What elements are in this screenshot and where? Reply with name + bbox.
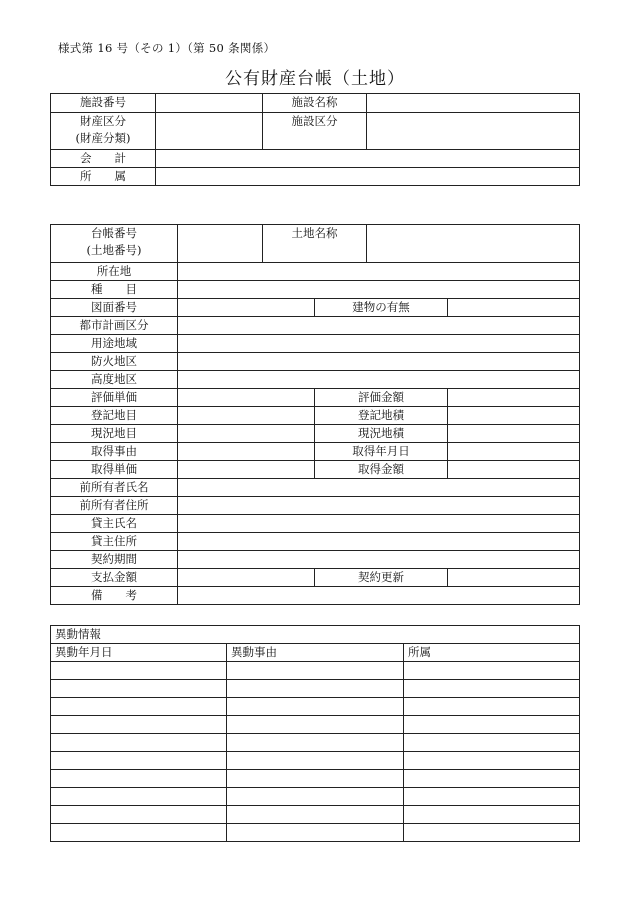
facility-number-field[interactable] (156, 94, 263, 113)
change-date-cell[interactable] (51, 788, 227, 806)
acquisition-amount-label: 取得金額 (315, 461, 448, 479)
city-planning-label: 都市計画区分 (51, 317, 178, 335)
asset-class-label-main: 財産区分 (80, 114, 126, 128)
unit-valuation-field[interactable] (178, 389, 315, 407)
lessor-address-label: 貸主住所 (51, 533, 178, 551)
prev-owner-address-label: 前所有者住所 (51, 497, 178, 515)
facility-class-label: 施設区分 (263, 113, 367, 150)
registered-category-label: 登記地目 (51, 407, 178, 425)
map-number-field[interactable] (178, 299, 315, 317)
facility-name-label: 施設名称 (263, 94, 367, 113)
department-label: 所 属 (51, 168, 156, 186)
change-reason-cell[interactable] (227, 788, 404, 806)
prev-owner-name-label: 前所有者氏名 (51, 479, 178, 497)
valuation-amount-field[interactable] (448, 389, 580, 407)
remarks-field[interactable] (178, 587, 580, 605)
change-date-cell[interactable] (51, 824, 227, 842)
change-reason-header: 異動事由 (227, 644, 404, 662)
change-section-label: 異動情報 (51, 626, 580, 644)
change-reason-cell[interactable] (227, 680, 404, 698)
change-history-table (50, 625, 580, 842)
prev-owner-name-field[interactable] (178, 479, 580, 497)
ledger-number-label (51, 225, 178, 263)
contract-period-field[interactable] (178, 551, 580, 569)
map-number-label: 図面番号 (51, 299, 178, 317)
fire-zone-field[interactable] (178, 353, 580, 371)
city-planning-field[interactable] (178, 317, 580, 335)
change-reason-cell[interactable] (227, 824, 404, 842)
height-zone-label: 高度地区 (51, 371, 178, 389)
change-date-header: 異動年月日 (51, 644, 227, 662)
asset-class-label-sub: (財産分類) (75, 131, 131, 145)
table-row (51, 662, 580, 680)
change-department-cell[interactable] (404, 752, 580, 770)
unit-valuation-label: 評価単価 (51, 389, 178, 407)
table-row (51, 680, 580, 698)
current-category-label: 現況地目 (51, 425, 178, 443)
fire-zone-label: 防火地区 (51, 353, 178, 371)
ledger-number-label-sub: (土地番号) (86, 243, 142, 257)
registered-area-field[interactable] (448, 407, 580, 425)
change-department-cell[interactable] (404, 788, 580, 806)
current-area-label: 現況地積 (315, 425, 448, 443)
table-row (51, 716, 580, 734)
lessor-name-field[interactable] (178, 515, 580, 533)
contract-renewal-field[interactable] (448, 569, 580, 587)
change-department-cell[interactable] (404, 680, 580, 698)
change-department-cell[interactable] (404, 806, 580, 824)
category-field[interactable] (178, 281, 580, 299)
change-reason-cell[interactable] (227, 770, 404, 788)
land-name-label: 土地名称 (263, 225, 367, 263)
change-date-cell[interactable] (51, 752, 227, 770)
change-reason-cell[interactable] (227, 716, 404, 734)
change-department-cell[interactable] (404, 734, 580, 752)
change-reason-cell[interactable] (227, 752, 404, 770)
ledger-number-field[interactable] (178, 225, 263, 263)
ledger-number-label-main: 台帳番号 (91, 226, 137, 240)
account-field[interactable] (156, 150, 580, 168)
account-label: 会 計 (51, 150, 156, 168)
contract-period-label: 契約期間 (51, 551, 178, 569)
change-date-cell[interactable] (51, 734, 227, 752)
land-name-field[interactable] (367, 225, 580, 263)
table-row (51, 824, 580, 842)
registered-area-label: 登記地積 (315, 407, 448, 425)
payment-amount-label: 支払金額 (51, 569, 178, 587)
table-row (51, 734, 580, 752)
category-label: 種 目 (51, 281, 178, 299)
change-reason-cell[interactable] (227, 698, 404, 716)
location-field[interactable] (178, 263, 580, 281)
remarks-label: 備 考 (51, 587, 178, 605)
acquisition-amount-field[interactable] (448, 461, 580, 479)
page-title: 公有財産台帳（土地） (225, 69, 405, 89)
change-department-cell[interactable] (404, 698, 580, 716)
prev-owner-address-field[interactable] (178, 497, 580, 515)
acquisition-date-field[interactable] (448, 443, 580, 461)
form-number: 様式第 16 号（その 1）（第 50 条関係） (58, 41, 276, 55)
change-date-cell[interactable] (51, 806, 227, 824)
table-row (51, 698, 580, 716)
change-date-cell[interactable] (51, 680, 227, 698)
asset-class-label (51, 113, 156, 150)
facility-name-field[interactable] (367, 94, 580, 113)
registered-category-field[interactable] (178, 407, 315, 425)
change-department-header: 所属 (404, 644, 580, 662)
change-date-cell[interactable] (51, 662, 227, 680)
acquisition-reason-label: 取得事由 (51, 443, 178, 461)
table-row (51, 806, 580, 824)
department-field[interactable] (156, 168, 580, 186)
payment-amount-field[interactable] (178, 569, 315, 587)
change-date-cell[interactable] (51, 770, 227, 788)
building-presence-label: 建物の有無 (315, 299, 448, 317)
acquisition-unit-price-label: 取得単価 (51, 461, 178, 479)
table-row (51, 752, 580, 770)
change-date-cell[interactable] (51, 698, 227, 716)
change-department-cell[interactable] (404, 662, 580, 680)
acquisition-unit-price-field[interactable] (178, 461, 315, 479)
change-department-cell[interactable] (404, 770, 580, 788)
acquisition-reason-field[interactable] (178, 443, 315, 461)
change-reason-cell[interactable] (227, 734, 404, 752)
height-zone-field[interactable] (178, 371, 580, 389)
change-date-cell[interactable] (51, 716, 227, 734)
table-row (51, 788, 580, 806)
building-presence-field[interactable] (448, 299, 580, 317)
valuation-amount-label: 評価金額 (315, 389, 448, 407)
use-zone-label: 用途地域 (51, 335, 178, 353)
change-reason-cell[interactable] (227, 806, 404, 824)
asset-class-field[interactable] (156, 113, 263, 150)
change-department-cell[interactable] (404, 716, 580, 734)
location-label: 所在地 (51, 263, 178, 281)
lessor-name-label: 貸主氏名 (51, 515, 178, 533)
current-category-field[interactable] (178, 425, 315, 443)
table-row (51, 770, 580, 788)
facility-number-label: 施設番号 (51, 94, 156, 113)
current-area-field[interactable] (448, 425, 580, 443)
acquisition-date-label: 取得年月日 (315, 443, 448, 461)
facility-class-field[interactable] (367, 113, 580, 150)
lessor-address-field[interactable] (178, 533, 580, 551)
land-table (50, 224, 580, 605)
change-reason-cell[interactable] (227, 662, 404, 680)
contract-renewal-label: 契約更新 (315, 569, 448, 587)
facility-table (50, 93, 580, 186)
change-department-cell[interactable] (404, 824, 580, 842)
use-zone-field[interactable] (178, 335, 580, 353)
